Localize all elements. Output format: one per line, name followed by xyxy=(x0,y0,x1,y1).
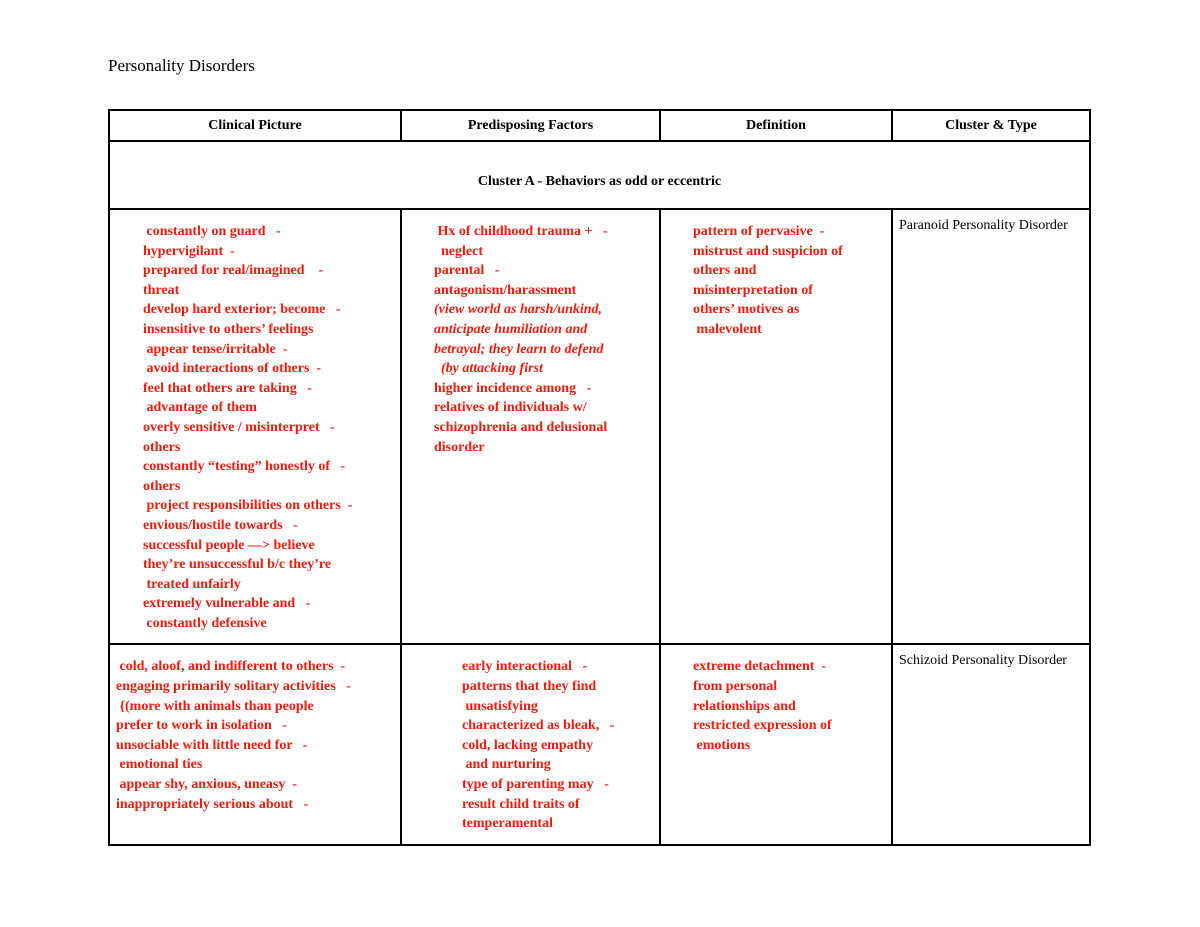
cell-line: develop hard exterior; become - xyxy=(143,302,341,318)
predisposing-factors-lines xyxy=(402,210,659,467)
cell-line: misinterpretation of xyxy=(693,282,813,298)
cell-line: schizophrenia and delusional xyxy=(434,419,608,435)
cell-line: emotions xyxy=(693,737,751,753)
cell-line: type of parenting may - xyxy=(462,777,609,793)
cell-line: (by attacking first xyxy=(434,361,543,377)
clinical-picture-lines xyxy=(110,210,400,643)
cell-line: others xyxy=(143,439,181,455)
cell-line: overly sensitive / misinterpret - xyxy=(143,419,335,435)
cell-line: inappropriately serious about - xyxy=(116,796,309,812)
cell-line: disorder xyxy=(434,439,485,455)
header-cluster-type: Cluster & Type xyxy=(892,110,1090,141)
cell-line: prepared for real/imagined - xyxy=(143,263,324,279)
cell-line: envious/hostile towards - xyxy=(143,517,298,533)
clinical-picture-cell xyxy=(109,644,401,844)
cell-line: {(more with animals than people xyxy=(116,698,314,714)
header-definition: Definition xyxy=(660,110,892,141)
cell-line: treated unfairly xyxy=(143,576,241,592)
header-clinical-picture: Clinical Picture xyxy=(109,110,401,141)
cell-line: and nurturing xyxy=(462,757,551,773)
predisposing-factors-cell xyxy=(401,644,660,844)
definition-cell xyxy=(660,644,892,844)
cluster-a-row xyxy=(109,141,1090,209)
cell-line: extreme detachment - xyxy=(693,659,827,675)
cell-line: higher incidence among - xyxy=(434,380,592,396)
cell-line: temperamental xyxy=(462,816,553,832)
cell-line: threat xyxy=(143,282,180,298)
cell-line: constantly on guard - xyxy=(143,224,281,239)
cell-line: hypervigilant - xyxy=(143,243,235,259)
cell-line: prefer to work in isolation - xyxy=(116,718,287,734)
cell-line: insensitive to others’ feelings xyxy=(143,321,314,337)
table-header-row xyxy=(109,110,1090,141)
cell-line: advantage of them xyxy=(143,400,257,416)
cell-line: avoid interactions of others - xyxy=(143,361,322,377)
document-title: Personality Disorders xyxy=(108,56,255,75)
cell-line: unsociable with little need for - xyxy=(116,737,308,753)
cell-line: appear tense/irritable - xyxy=(143,341,288,357)
personality-disorders-table xyxy=(108,109,1091,846)
cell-line: emotional ties xyxy=(116,757,203,773)
cell-line: successful people —> believe xyxy=(143,537,315,553)
cell-line: others’ motives as xyxy=(693,302,800,318)
definition-lines xyxy=(661,210,891,350)
table-row xyxy=(109,644,1090,844)
cell-line: anticipate humiliation and xyxy=(434,321,588,337)
predisposing-factors-lines xyxy=(402,645,659,843)
cell-line: characterized as bleak, - xyxy=(462,718,615,734)
predisposing-factors-cell xyxy=(401,209,660,644)
cell-line: extremely vulnerable and - xyxy=(143,596,311,612)
cell-line: feel that others are taking - xyxy=(143,380,312,396)
cluster-type-text: Paranoid Personality Disorder xyxy=(899,218,1068,233)
cell-line: result child traits of xyxy=(462,796,580,812)
cluster-a-label: Cluster A - Behaviors as odd or eccentric xyxy=(109,141,1090,209)
cell-line: antagonism/harassment xyxy=(434,282,577,298)
cell-line: relationships and xyxy=(693,698,796,714)
cluster-type-cell xyxy=(892,644,1090,844)
cell-line: unsatisfying xyxy=(462,698,538,714)
cell-line: engaging primarily solitary activities - xyxy=(116,679,351,695)
cell-line: they’re unsuccessful b/c they’re xyxy=(143,557,332,573)
cell-line: relatives of individuals w/ xyxy=(434,400,587,416)
cell-line: from personal xyxy=(693,679,778,695)
table-row xyxy=(109,209,1090,644)
cell-line: (view world as harsh/unkind, xyxy=(434,302,603,318)
definition-cell xyxy=(660,209,892,644)
header-predisposing-factors: Predisposing Factors xyxy=(401,110,660,141)
cell-line: mistrust and suspicion of xyxy=(693,243,843,259)
cell-line: constantly defensive xyxy=(143,615,267,631)
cell-line: Hx of childhood trauma + - xyxy=(434,224,608,239)
cell-line: project responsibilities on others - xyxy=(143,498,353,514)
cell-line: neglect xyxy=(434,243,483,259)
cell-line: malevolent xyxy=(693,321,762,337)
definition-lines xyxy=(661,645,891,765)
cell-line: restricted expression of xyxy=(693,718,832,734)
cell-line: cold, aloof, and indifferent to others - xyxy=(116,659,346,675)
cell-line: pattern of pervasive - xyxy=(693,224,825,239)
cell-line: early interactional - xyxy=(462,659,588,675)
cell-line: betrayal; they learn to defend xyxy=(434,341,604,357)
cluster-type-cell xyxy=(892,209,1090,644)
cell-line: constantly “testing” honestly of - xyxy=(143,459,346,475)
cell-line: others xyxy=(143,478,181,494)
cell-line: others and xyxy=(693,263,757,279)
clinical-picture-cell xyxy=(109,209,401,644)
cell-line: patterns that they find xyxy=(462,679,597,695)
cell-line: appear shy, anxious, uneasy - xyxy=(116,777,298,793)
clinical-picture-lines xyxy=(110,645,400,824)
cell-line: parental - xyxy=(434,263,500,279)
cell-line: cold, lacking empathy xyxy=(462,737,594,753)
cluster-type-text: Schizoid Personality Disorder xyxy=(899,653,1067,669)
